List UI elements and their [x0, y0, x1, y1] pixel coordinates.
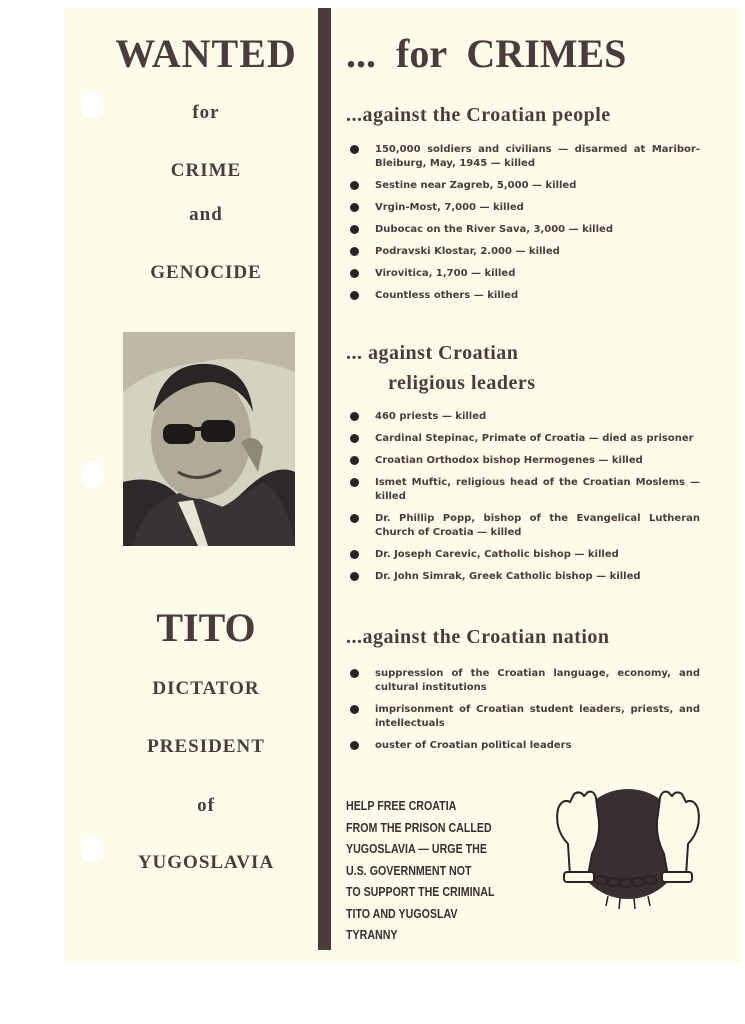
list-item: Dr. John Simrak, Greek Catholic bishop — killed: [350, 570, 700, 584]
list-item: 460 priests — killed: [350, 410, 700, 424]
list-item: ouster of Croatian political leaders: [350, 739, 700, 753]
dictator-label: DICTATOR: [152, 678, 260, 699]
section-croatian-nation-title: ...against the Croatian nation: [346, 626, 610, 648]
bullet-icon: [350, 291, 359, 300]
punch-hole: [82, 836, 104, 862]
croatian-people-list: [350, 143, 700, 303]
punch-hole: [82, 462, 104, 488]
religious-leaders-list: [350, 410, 700, 584]
bullet-icon: [350, 478, 359, 487]
bullet-icon: [350, 550, 359, 559]
list-item: suppression of the Croatian language, economy, and cultural institutions: [350, 667, 700, 695]
list-item: Ismet Muftic, religious head of the Croatian Moslems — killed: [350, 476, 700, 504]
of-label: of: [197, 795, 215, 816]
bullet-icon: [350, 225, 359, 234]
list-item: Sestine near Zagreb, 5,000 — killed: [350, 179, 700, 193]
appeal-text: HELP FREE CROATIA FROM THE PRISON CALLED YUGOSLAVIA — URGE THE U.S. GOVERNMENT NOT TO SUPPORT THE CRIMINAL TITO AND YUGOSLAV TYRANNY: [346, 798, 495, 942]
bullet-icon: [350, 572, 359, 581]
bullet-icon: [350, 181, 359, 190]
yugoslavia-label: YUGOSLAVIA: [137, 852, 275, 873]
bullet-icon: [350, 434, 359, 443]
chained-hands-icon: [548, 784, 708, 914]
genocide-label: GENOCIDE: [150, 262, 262, 283]
bullet-icon: [350, 412, 359, 421]
bullet-icon: [350, 741, 359, 750]
bullet-icon: [350, 705, 359, 714]
list-item: Dr. Phillip Popp, bishop of the Evangelical Lutheran Church of Croatia — killed: [350, 512, 700, 540]
list-item: Countless others — killed: [350, 289, 700, 303]
chained-hands-emblem: [548, 784, 708, 914]
list-item: Dubocac on the River Sava, 3,000 — killed: [350, 223, 700, 237]
portrait-illustration: [123, 332, 295, 546]
bullet-icon: [350, 145, 359, 154]
bullet-icon: [350, 247, 359, 256]
bullet-icon: [350, 669, 359, 678]
portrait-photo: [123, 332, 295, 546]
bullet-icon: [350, 203, 359, 212]
section-croatian-people-title: ...against the Croatian people: [346, 104, 611, 126]
list-item: Cardinal Stepinac, Primate of Croatia — died as prisoner: [350, 432, 700, 446]
wanted-title: WANTED: [115, 31, 297, 76]
vertical-divider: [318, 8, 331, 950]
list-item: Podravski Klostar, 2.000 — killed: [350, 245, 700, 259]
croatian-nation-list: [350, 667, 700, 753]
section-religious-leaders-title-2: religious leaders: [388, 372, 536, 394]
list-item: Vrgin-Most, 7,000 — killed: [350, 201, 700, 215]
list-item: Croatian Orthodox bishop Hermogenes — killed: [350, 454, 700, 468]
and-label: and: [189, 204, 223, 225]
bullet-icon: [350, 514, 359, 523]
list-item: imprisonment of Croatian student leaders, priests, and intellectuals: [350, 703, 700, 731]
list-item: 150,000 soldiers and civilians — disarmed at Maribor-Bleiburg, May, 1945 — killed: [350, 143, 700, 171]
punch-hole: [82, 92, 104, 118]
for-crimes-heading: ... for CRIMES: [346, 31, 627, 76]
for-label: for: [192, 102, 220, 123]
bullet-icon: [350, 456, 359, 465]
bullet-icon: [350, 269, 359, 278]
crime-label: CRIME: [170, 160, 242, 181]
list-item: Dr. Joseph Carevic, Catholic bishop — killed: [350, 548, 700, 562]
section-religious-leaders-title-1: ... against Croatian: [346, 342, 519, 364]
tito-name: TITO: [156, 605, 256, 650]
list-item: Virovitica, 1,700 — killed: [350, 267, 700, 281]
president-label: PRESIDENT: [147, 736, 265, 757]
